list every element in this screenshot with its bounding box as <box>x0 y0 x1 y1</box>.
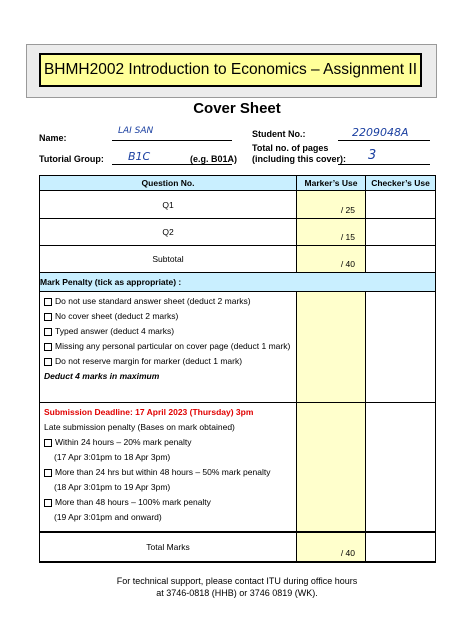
late-marker-cell[interactable] <box>297 403 366 532</box>
late-penalty-label: Late submission penalty (Bases on mark obtained) <box>44 422 235 432</box>
penalty-item[interactable]: Missing any personal particular on cover page (deduct 1 mark) <box>40 339 296 354</box>
subtotal-marker-score[interactable]: / 40 <box>297 246 366 273</box>
col-question-header: Question No. <box>40 176 297 191</box>
late-item[interactable]: More than 24 hrs but within 48 hours – 50% mark penalty <box>40 465 296 480</box>
late-item[interactable]: Within 24 hours – 20% mark penalty <box>40 435 296 450</box>
q1-marker-score[interactable]: / 25 <box>297 191 366 219</box>
tutorial-group-hint: (e.g. B01A) <box>190 154 238 164</box>
q2-label: Q2 <box>40 219 297 246</box>
table-row-q2 <box>40 219 436 246</box>
col-marker-header: Marker’s Use <box>297 176 366 191</box>
q2-marker-score[interactable]: / 15 <box>297 219 366 246</box>
total-marks-label: Total Marks <box>40 532 297 562</box>
checkbox-icon[interactable] <box>44 499 52 507</box>
penalty-checker-cell[interactable] <box>366 292 436 403</box>
total-pages-value: 3 <box>368 148 377 163</box>
subtotal-checker-cell[interactable] <box>366 246 436 273</box>
total-pages-label-line2: (including this cover): <box>252 154 347 164</box>
penalty-list <box>40 292 297 403</box>
late-penalty-list <box>40 403 297 532</box>
table-row-total <box>40 532 436 562</box>
late-item-range: (18 Apr 3:01pm to 19 Apr 3pm) <box>54 482 171 492</box>
assignment-title: BHMH2002 Introduction to Economics – Assignment II <box>39 53 422 87</box>
deduct-max-note: Deduct 4 marks in maximum <box>44 371 160 381</box>
name-value: LAI SAN <box>118 126 154 136</box>
submission-deadline: Submission Deadline: 17 April 2023 (Thursday) 3pm <box>44 407 254 417</box>
subtotal-label: Subtotal <box>40 246 297 273</box>
student-no-value: 2209048A <box>352 126 409 139</box>
penalty-row <box>40 292 436 403</box>
total-pages-label-line1: Total no. of pages <box>252 143 329 153</box>
penalty-header-row <box>40 273 436 292</box>
tutorial-group-value: B1C <box>128 150 151 163</box>
q2-checker-cell[interactable] <box>366 219 436 246</box>
penalty-item[interactable]: Do not use standard answer sheet (deduct 2 marks) <box>40 294 296 309</box>
penalty-item[interactable]: No cover sheet (deduct 2 marks) <box>40 309 296 324</box>
penalty-header: Mark Penalty (tick as appropriate) : <box>40 273 436 292</box>
footer <box>0 575 474 599</box>
late-item[interactable]: More than 48 hours – 100% mark penalty <box>40 495 296 510</box>
name-label: Name: <box>39 133 67 143</box>
table-header-row <box>40 176 436 191</box>
penalty-marker-cell[interactable] <box>297 292 366 403</box>
q1-checker-cell[interactable] <box>366 191 436 219</box>
checkbox-icon[interactable] <box>44 313 52 321</box>
late-item-range: (19 Apr 3:01pm and onward) <box>54 512 162 522</box>
total-marker-score[interactable]: / 40 <box>297 532 366 562</box>
penalty-item[interactable]: Typed answer (deduct 4 marks) <box>40 324 296 339</box>
table-row-subtotal <box>40 246 436 273</box>
tutorial-group-label: Tutorial Group: <box>39 154 104 164</box>
late-item-range: (17 Apr 3:01pm to 18 Apr 3pm) <box>54 452 171 462</box>
q1-label: Q1 <box>40 191 297 219</box>
checkbox-icon[interactable] <box>44 439 52 447</box>
late-checker-cell[interactable] <box>366 403 436 532</box>
marking-table <box>39 175 436 563</box>
footer-line1: For technical support, please contact ITU during office hours <box>116 576 358 586</box>
penalty-item[interactable]: Do not reserve margin for marker (deduct 1 mark) <box>40 354 296 369</box>
checkbox-icon[interactable] <box>44 343 52 351</box>
checkbox-icon[interactable] <box>44 328 52 336</box>
col-checker-header: Checker’s Use <box>366 176 436 191</box>
student-no-label: Student No.: <box>252 129 306 139</box>
checkbox-icon[interactable] <box>44 298 52 306</box>
table-row-q1 <box>40 191 436 219</box>
cover-sheet-title: Cover Sheet <box>193 100 281 117</box>
checkbox-icon[interactable] <box>44 358 52 366</box>
checkbox-icon[interactable] <box>44 469 52 477</box>
footer-line2: at 3746-0818 (HHB) or 3746 0819 (WK). <box>156 588 318 598</box>
total-pages-field[interactable] <box>338 152 430 165</box>
total-checker-cell[interactable] <box>366 532 436 562</box>
late-penalty-row <box>40 403 436 532</box>
